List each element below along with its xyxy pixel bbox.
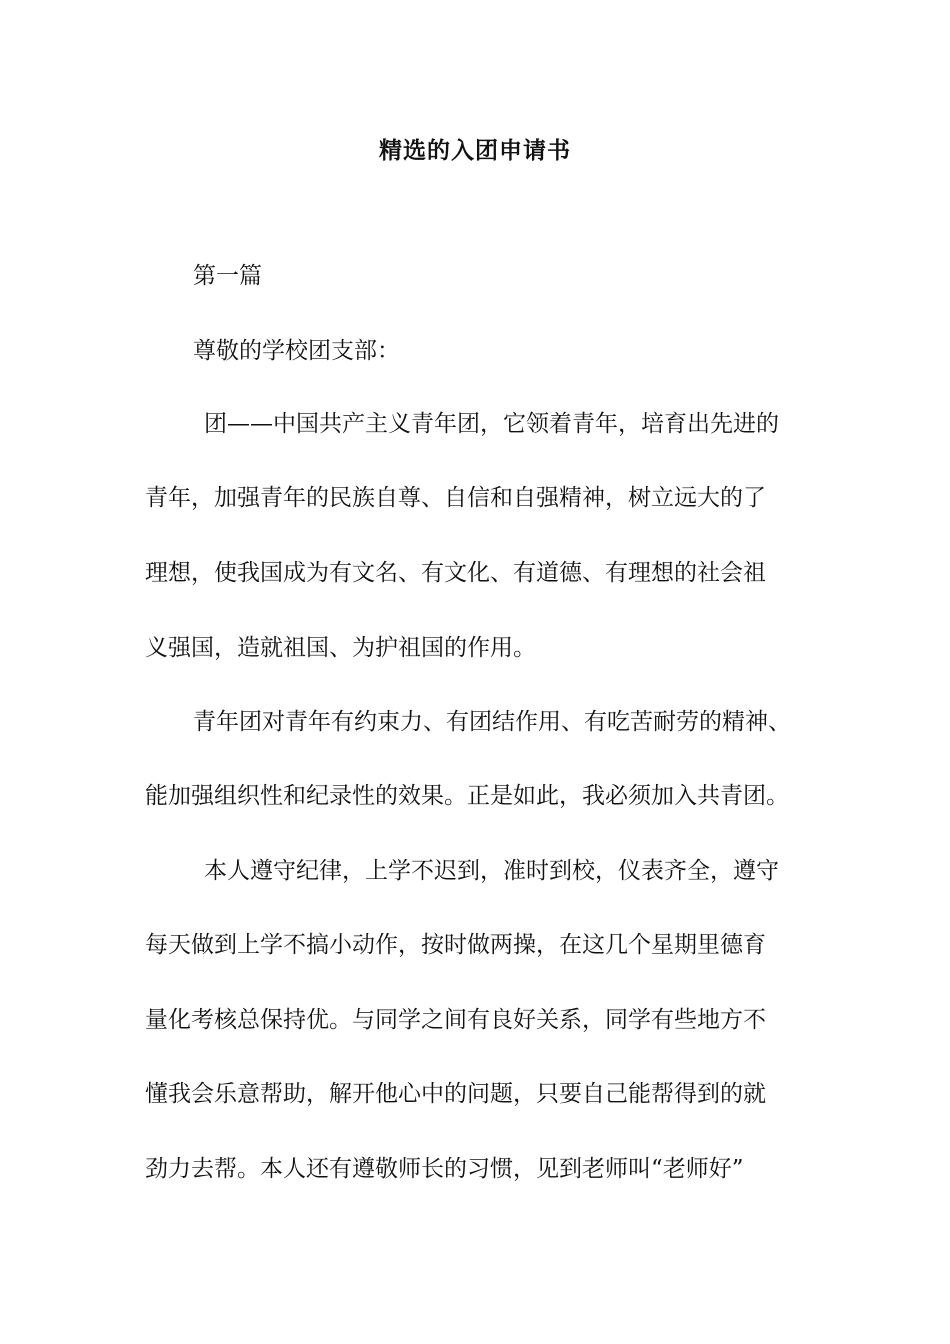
paragraph-line: 每天做到上学不搞小动作，按时做两操，在这几个星期里德育 (145, 932, 766, 958)
salutation: 尊敬的学校团支部： (193, 338, 400, 364)
paragraph-line: 劲力去帮。本人还有遵敬师长的习惯，见到老师叫“老师好” (145, 1156, 744, 1182)
paragraph-line: 义强国，造就祖国、为护祖国的作用。 (145, 635, 536, 661)
section-heading: 第一篇 (193, 263, 262, 289)
document-title: 精选的入团申请书 (379, 138, 571, 164)
paragraph-line: 本人遵守纪律，上学不迟到，准时到校，仪表齐全，遵守 (204, 858, 779, 884)
paragraph-line: 懂我会乐意帮助，解开他心中的问题，只要自己能帮得到的就 (145, 1081, 766, 1107)
paragraph-line: 能加强组织性和纪录性的效果。正是如此，我必须加入共青团。 (145, 783, 789, 809)
paragraph-line: 量化考核总保持优。与同学之间有良好关系，同学有些地方不 (145, 1007, 766, 1033)
paragraph-line: 团——中国共产主义青年团，它领着青年，培育出先进的 (204, 411, 779, 437)
paragraph-line: 青年，加强青年的民族自尊、自信和自强精神，树立远大的了 (145, 485, 766, 511)
paragraph-line: 理想，使我国成为有文名、有文化、有道德、有理想的社会祖 (145, 560, 766, 586)
paragraph-line: 青年团对青年有约束力、有团结作用、有吃苦耐劳的精神、 (193, 709, 791, 735)
